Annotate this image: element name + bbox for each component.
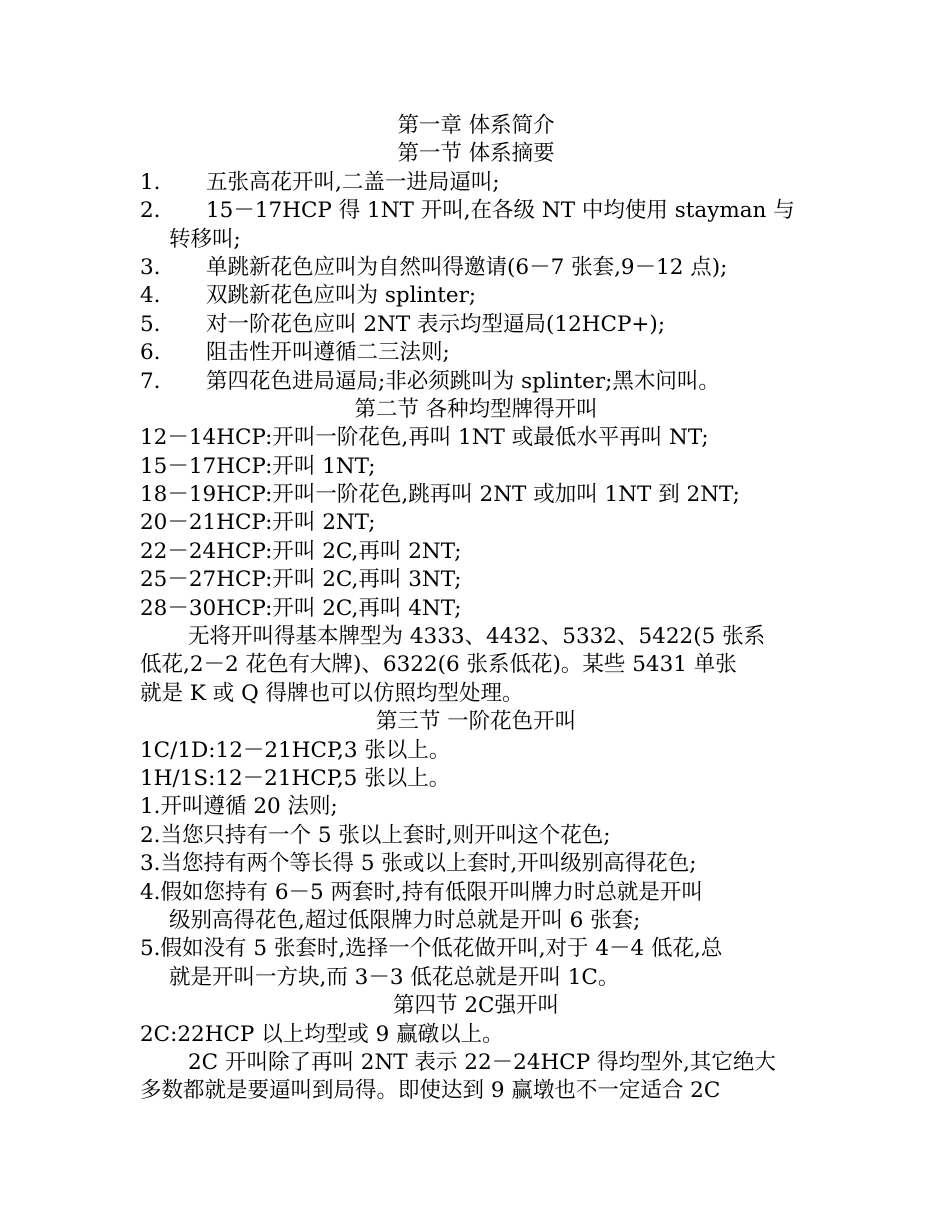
list-item: [140, 282, 812, 310]
list-item: [140, 935, 812, 963]
list-number: 6.: [140, 340, 161, 366]
list-number: 1.: [140, 169, 161, 195]
text-line: 18－19HCP:开叫一阶花色,跳再叫 2NT 或加叫 1NT 到 2NT;: [140, 482, 740, 508]
text-line: 25－27HCP:开叫 2C,再叫 3NT;: [140, 567, 462, 593]
text-line: 15－17HCP:开叫 1NT;: [140, 453, 376, 479]
list-text: 对一阶花色应叫 2NT 表示均型逼局(12HCP+);: [206, 311, 666, 337]
list-number: 4.: [140, 283, 161, 309]
list-text: 假如没有 5 张套时,选择一个低花做开叫,对于 4－4 低花,总: [160, 936, 723, 962]
list-text: 双跳新花色应叫为 splinter;: [206, 283, 477, 309]
list-item-continuation: 级别高得花色,超过低限牌力时总就是开叫 6 张套;: [169, 907, 641, 933]
list-item: [140, 197, 812, 225]
text-line: 20－21HCP:开叫 2NT;: [140, 510, 376, 536]
text-line: 12－14HCP:开叫一阶花色,再叫 1NT 或最低水平再叫 NT;: [140, 425, 709, 451]
paragraph-line: 2C 开叫除了再叫 2NT 表示 22－24HCP 得均型外,其它绝大: [188, 1049, 776, 1075]
list-item: [140, 169, 812, 197]
list-text: 开叫遵循 20 法则;: [160, 794, 338, 820]
list-number: 5.: [140, 311, 161, 337]
text-line: 1H/1S:12－21HCP,5 张以上。: [140, 765, 451, 791]
paragraph-line: 多数都就是要逼叫到局得。即使达到 9 赢墩也不一定适合 2C: [140, 1078, 721, 1104]
text-line: 22－24HCP:开叫 2C,再叫 2NT;: [140, 538, 462, 564]
paragraph-line: 就是 K 或 Q 得牌也可以仿照均型处理。: [140, 680, 524, 706]
list-number: 3.: [140, 851, 161, 877]
list-item: [140, 822, 812, 850]
list-number: 7.: [140, 368, 161, 394]
section-2-title: 第二节 各种均型牌得开叫: [354, 396, 598, 422]
paragraph-line: 无将开叫得基本牌型为 4333、4432、5332、5422(5 张系: [188, 624, 766, 650]
list-item-continuation: 就是开叫一方块,而 3－3 低花总就是开叫 1C。: [169, 964, 620, 990]
paragraph-line: 低花,2－2 花色有大牌)、6322(6 张系低花)。某些 5431 单张: [140, 652, 737, 678]
section-4-title: 第四节 2C强开叫: [393, 993, 559, 1019]
list-text: 五张高花开叫,二盖一进局逼叫;: [206, 169, 500, 195]
list-number: 4.: [140, 879, 161, 905]
section-1-title: 第一节 体系摘要: [397, 141, 555, 167]
list-number: 3.: [140, 254, 161, 280]
list-item: [140, 254, 812, 282]
list-item: [140, 850, 812, 878]
section-3-title: 第三节 一阶花色开叫: [375, 709, 577, 735]
list-item-continuation: 转移叫;: [169, 226, 241, 252]
document-body: [140, 112, 812, 1106]
list-number: 5.: [140, 936, 161, 962]
list-text: 阻击性开叫遵循二三法则;: [206, 340, 450, 366]
list-text: 单跳新花色应叫为自然叫得邀请(6－7 张套,9－12 点);: [206, 254, 728, 280]
list-text: 15－17HCP 得 1NT 开叫,在各级 NT 中均使用 stayman 与: [206, 198, 795, 224]
list-item: [140, 311, 812, 339]
list-item: [140, 368, 812, 396]
list-item: [140, 339, 812, 367]
list-item: [140, 879, 812, 907]
list-number: 2.: [140, 198, 161, 224]
text-line: 2C:22HCP 以上均型或 9 赢礅以上。: [140, 1021, 504, 1047]
text-line: 28－30HCP:开叫 2C,再叫 4NT;: [140, 595, 462, 621]
list-text: 当您持有两个等长得 5 张或以上套时,开叫级别高得花色;: [160, 851, 697, 877]
list-number: 2.: [140, 822, 161, 848]
list-number: 1.: [140, 794, 161, 820]
list-item: [140, 793, 812, 821]
list-text: 第四花色进局逼局;非必须跳叫为 splinter;黑木问叫。: [206, 368, 720, 394]
list-text: 假如您持有 6－5 两套时,持有低限开叫牌力时总就是开叫: [160, 879, 703, 905]
text-line: 1C/1D:12－21HCP,3 张以上。: [140, 737, 451, 763]
chapter-title: 第一章 体系简介: [397, 113, 555, 138]
list-text: 当您只持有一个 5 张以上套时,则开叫这个花色;: [160, 822, 611, 848]
